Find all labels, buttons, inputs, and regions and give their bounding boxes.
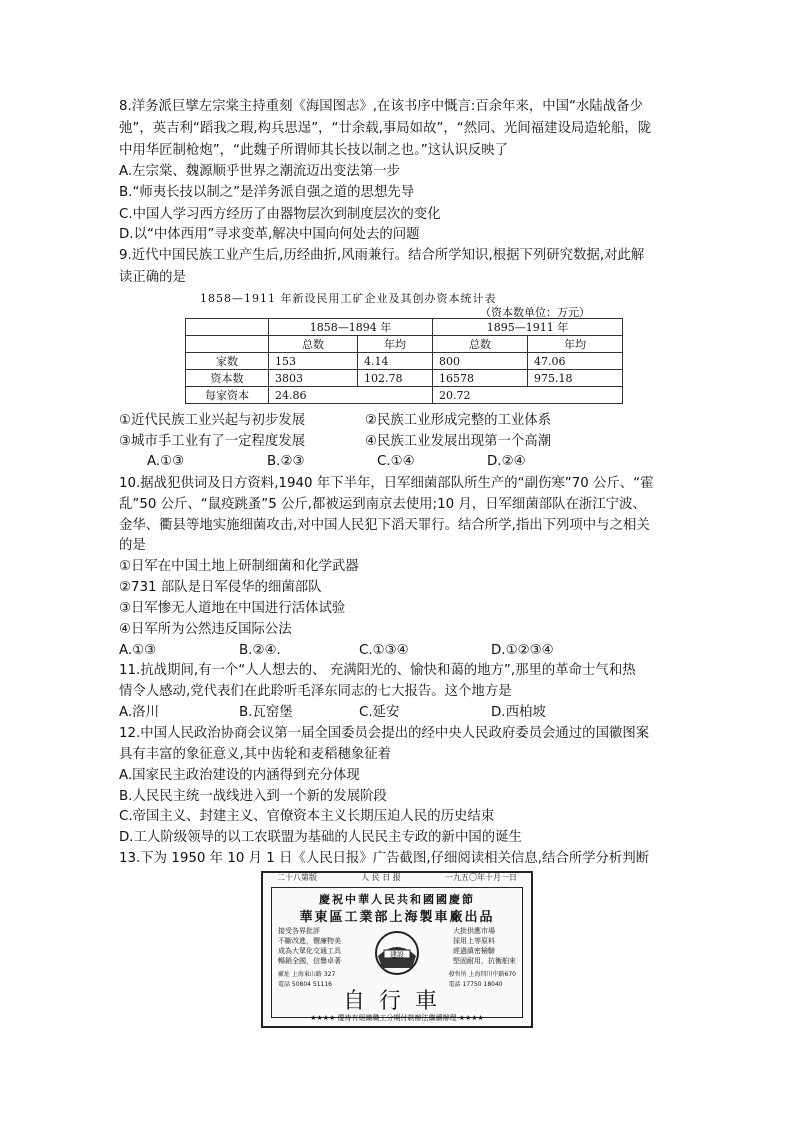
ad-left-line: 暢銷全國，信譽卓著 [278, 957, 341, 965]
table-cell: 47.06 [528, 353, 623, 370]
q10-statement-4: ④日军所为公然违反国际公法 [119, 622, 292, 637]
table-title: 1858—1911 年新设民用工矿企业及其创办资本统计表 [200, 292, 497, 305]
ad-left-line: 成為大眾化交通工具 [278, 947, 341, 955]
ad-address-line: 發售所 上海四川中路670 [448, 971, 516, 978]
q10-stem-line-4: 的是 [119, 538, 146, 553]
ad-footer: ★★★★ 優待有組織職工分期付款辦法繼續辦理 ★★★★ [310, 1014, 484, 1022]
ad-left-line: 不斷改進，價廉物美 [278, 937, 341, 945]
q9-statement-2: ②民族工业形成完整的工业体系 [365, 413, 552, 428]
q12-stem-line-2: 具有丰富的象征意义,其中齿轮和麦稻穗象征着 [119, 747, 392, 762]
q10-option-b: B.②④. [239, 643, 281, 658]
header-masthead: 人 民 日 报 [361, 873, 401, 882]
q10-statement-1: ①日军在中国土地上研制细菌和化学武器 [119, 559, 359, 574]
newspaper-advertisement [261, 871, 533, 1028]
ad-right-text [453, 926, 516, 966]
table-row-label: 资本数 [186, 370, 269, 387]
table-corner [186, 319, 269, 336]
table-cell: 102.78 [358, 370, 433, 387]
ad-left-line: 接受各界批評 [278, 927, 320, 935]
newspaper-header [277, 872, 517, 883]
ad-right-line: 採用上等原料 [453, 937, 495, 945]
ad-address-line: 電話 17750 18040 [448, 981, 503, 988]
ad-headline-2: 華東區工業部上海製車廠出品 [299, 910, 495, 925]
table-subheader: 年均 [528, 336, 623, 353]
table-cell: 20.72 [433, 387, 623, 404]
table-cell: 153 [269, 353, 358, 370]
q9-statement-1: ①近代民族工业兴起与初步发展 [119, 413, 306, 428]
table-row-label: 家数 [186, 353, 269, 370]
ad-frame [271, 887, 523, 1022]
ad-address-line: 廠址 上海東山路 327 [278, 971, 336, 978]
q10-stem-line-2: 乱”50 公斤、“鼠疫跳蚤”5 公斤,都被运到南京去使用;10 月，日军细菌部队在浙江宁波、 [119, 497, 646, 512]
q10-option-a: A.①③ [119, 643, 157, 658]
q10-option-c: C.①③④ [359, 643, 409, 658]
q11-option-a: A.洛川 [119, 705, 159, 720]
table-unit: （资本数单位：万元） [480, 306, 590, 319]
q9-statement-4: ④民族工业发展出现第一个高潮 [365, 434, 552, 449]
ad-right-line: 經過縝密檢驗 [453, 947, 495, 955]
q8-stem-line-3: 中用华匠制枪炮”，“此魏子所谓师其长技以制之也。”这认识反映了 [119, 143, 509, 158]
table-period-2: 1895—1911 年 [433, 319, 623, 336]
q12-stem-line-1: 12.中国人民政治协商会议第一届全国委员会提出的经中央人民政府委员会通过的国徽图案 [119, 726, 650, 741]
q8-stem-line-1: 8.洋务派巨擘左宗棠主持重刻《海国图志》,在该书序中慨言:百余年来，中国“水陆战备少 [119, 99, 643, 114]
table-cell: 24.86 [269, 387, 433, 404]
header-left: 二十八第版 [277, 873, 317, 882]
bicycle-emblem-icon [372, 928, 422, 978]
q9-stem-line-1: 9.近代中国民族工业产生后,历经曲折,风雨兼行。结合所学知识,根据下列研究数据,对此解 [119, 248, 645, 263]
table-row-label: 每家资本 [186, 387, 269, 404]
ad-left-text [278, 926, 341, 966]
q8-option-c: C.中国人学习西方经历了由器物层次到制度层次的变化 [119, 207, 441, 222]
q13-stem-line-1: 13.下为 1950 年 10 月 1 日《人民日报》广告截图,仔细阅读相关信息,结合所学分析判断 [119, 851, 650, 866]
ad-right-line: 堅固耐用，抗衡舶來 [453, 957, 516, 965]
table-cell: 3803 [269, 370, 358, 387]
table-cell: 4.14 [358, 353, 433, 370]
q10-option-d: D.①②③④ [491, 643, 554, 658]
q11-option-d: D.西柏坡 [491, 705, 546, 720]
q9-option-b: B.②③ [267, 454, 305, 469]
table-cell: 16578 [433, 370, 528, 387]
q10-statement-3: ③日军惨无人道地在中国进行活体试验 [119, 601, 346, 616]
q9-option-d: D.②④ [487, 454, 526, 469]
q11-stem-line-2: 情令人感动,党代表们在此聆听毛泽东同志的七大报告。这个地方是 [119, 684, 512, 699]
table-subheader: 年均 [358, 336, 433, 353]
q10-statement-2: ②731 部队是日军侵华的细菌部队 [119, 580, 322, 595]
table-cell: 975.18 [528, 370, 623, 387]
q12-option-b: B.人民民主统一战线进入到一个新的发展阶段 [119, 789, 387, 804]
q8-option-a: A.左宗棠、魏源顺乎世界之潮流迈出变法第一步 [119, 164, 400, 179]
q8-option-b: B.“师夷长技以制之”是洋务派自强之道的思想先导 [119, 185, 415, 200]
statistics-table [185, 318, 623, 404]
emblem-text: 建設 [390, 951, 404, 959]
table-cell: 800 [433, 353, 528, 370]
table-corner-2 [186, 336, 269, 353]
ad-headline-1: 慶祝中華人民共和國國慶節 [319, 893, 475, 906]
q9-statement-3: ③城市手工业有了一定程度发展 [119, 434, 306, 449]
ad-address-line: 電話 50804 51116 [278, 981, 332, 988]
q12-option-a: A.国家民主政治建设的内涵得到充分体现 [119, 768, 360, 783]
ad-product-name: 自行車 [342, 989, 451, 1014]
q9-option-a: A.①③ [147, 454, 185, 469]
q10-stem-line-3: 金华、衢县等地实施细菌攻击,对中国人民犯下滔天罪行。结合所学,指出下列项中与之相关 [119, 518, 650, 533]
table-subheader: 总数 [433, 336, 528, 353]
q9-stem-line-2: 读正确的是 [119, 270, 186, 285]
q8-option-d: D.以“中体西用”寻求变革,解决中国向何处去的问题 [119, 227, 420, 242]
q12-option-d: D.工人阶级领导的以工农联盟为基础的人民民主专政的新中国的诞生 [119, 830, 522, 845]
table-subheader: 总数 [269, 336, 358, 353]
q12-option-c: C.帝国主义、封建主义、官僚资本主义长期压迫人民的历史结束 [119, 809, 495, 824]
q11-option-c: C.延安 [359, 705, 400, 720]
ad-right-line: 大批供應市場 [453, 927, 495, 935]
q10-stem-line-1: 10.据战犯供词及日方资料,1940 年下半年，日军细菌部队所生产的“副伤寒”70 公斤、“霍 [119, 476, 654, 491]
q11-stem-line-1: 11.抗战期间,有一个“人人想去的、 充满阳光的、愉快和蔼的地方”,那里的革命士气和热 [119, 663, 636, 678]
q8-stem-line-2: 弛”，英吉利“蹈我之瑕,构兵思逞”，“廿余载,事局如故”，“然同、光间福建设局造轮船，陇 [119, 121, 652, 136]
table-period-1: 1858—1894 年 [269, 319, 433, 336]
q11-option-b: B.瓦窑堡 [239, 705, 293, 720]
q9-option-c: C.①④ [377, 454, 415, 469]
header-date: 一九五〇年十月一日 [444, 873, 517, 882]
